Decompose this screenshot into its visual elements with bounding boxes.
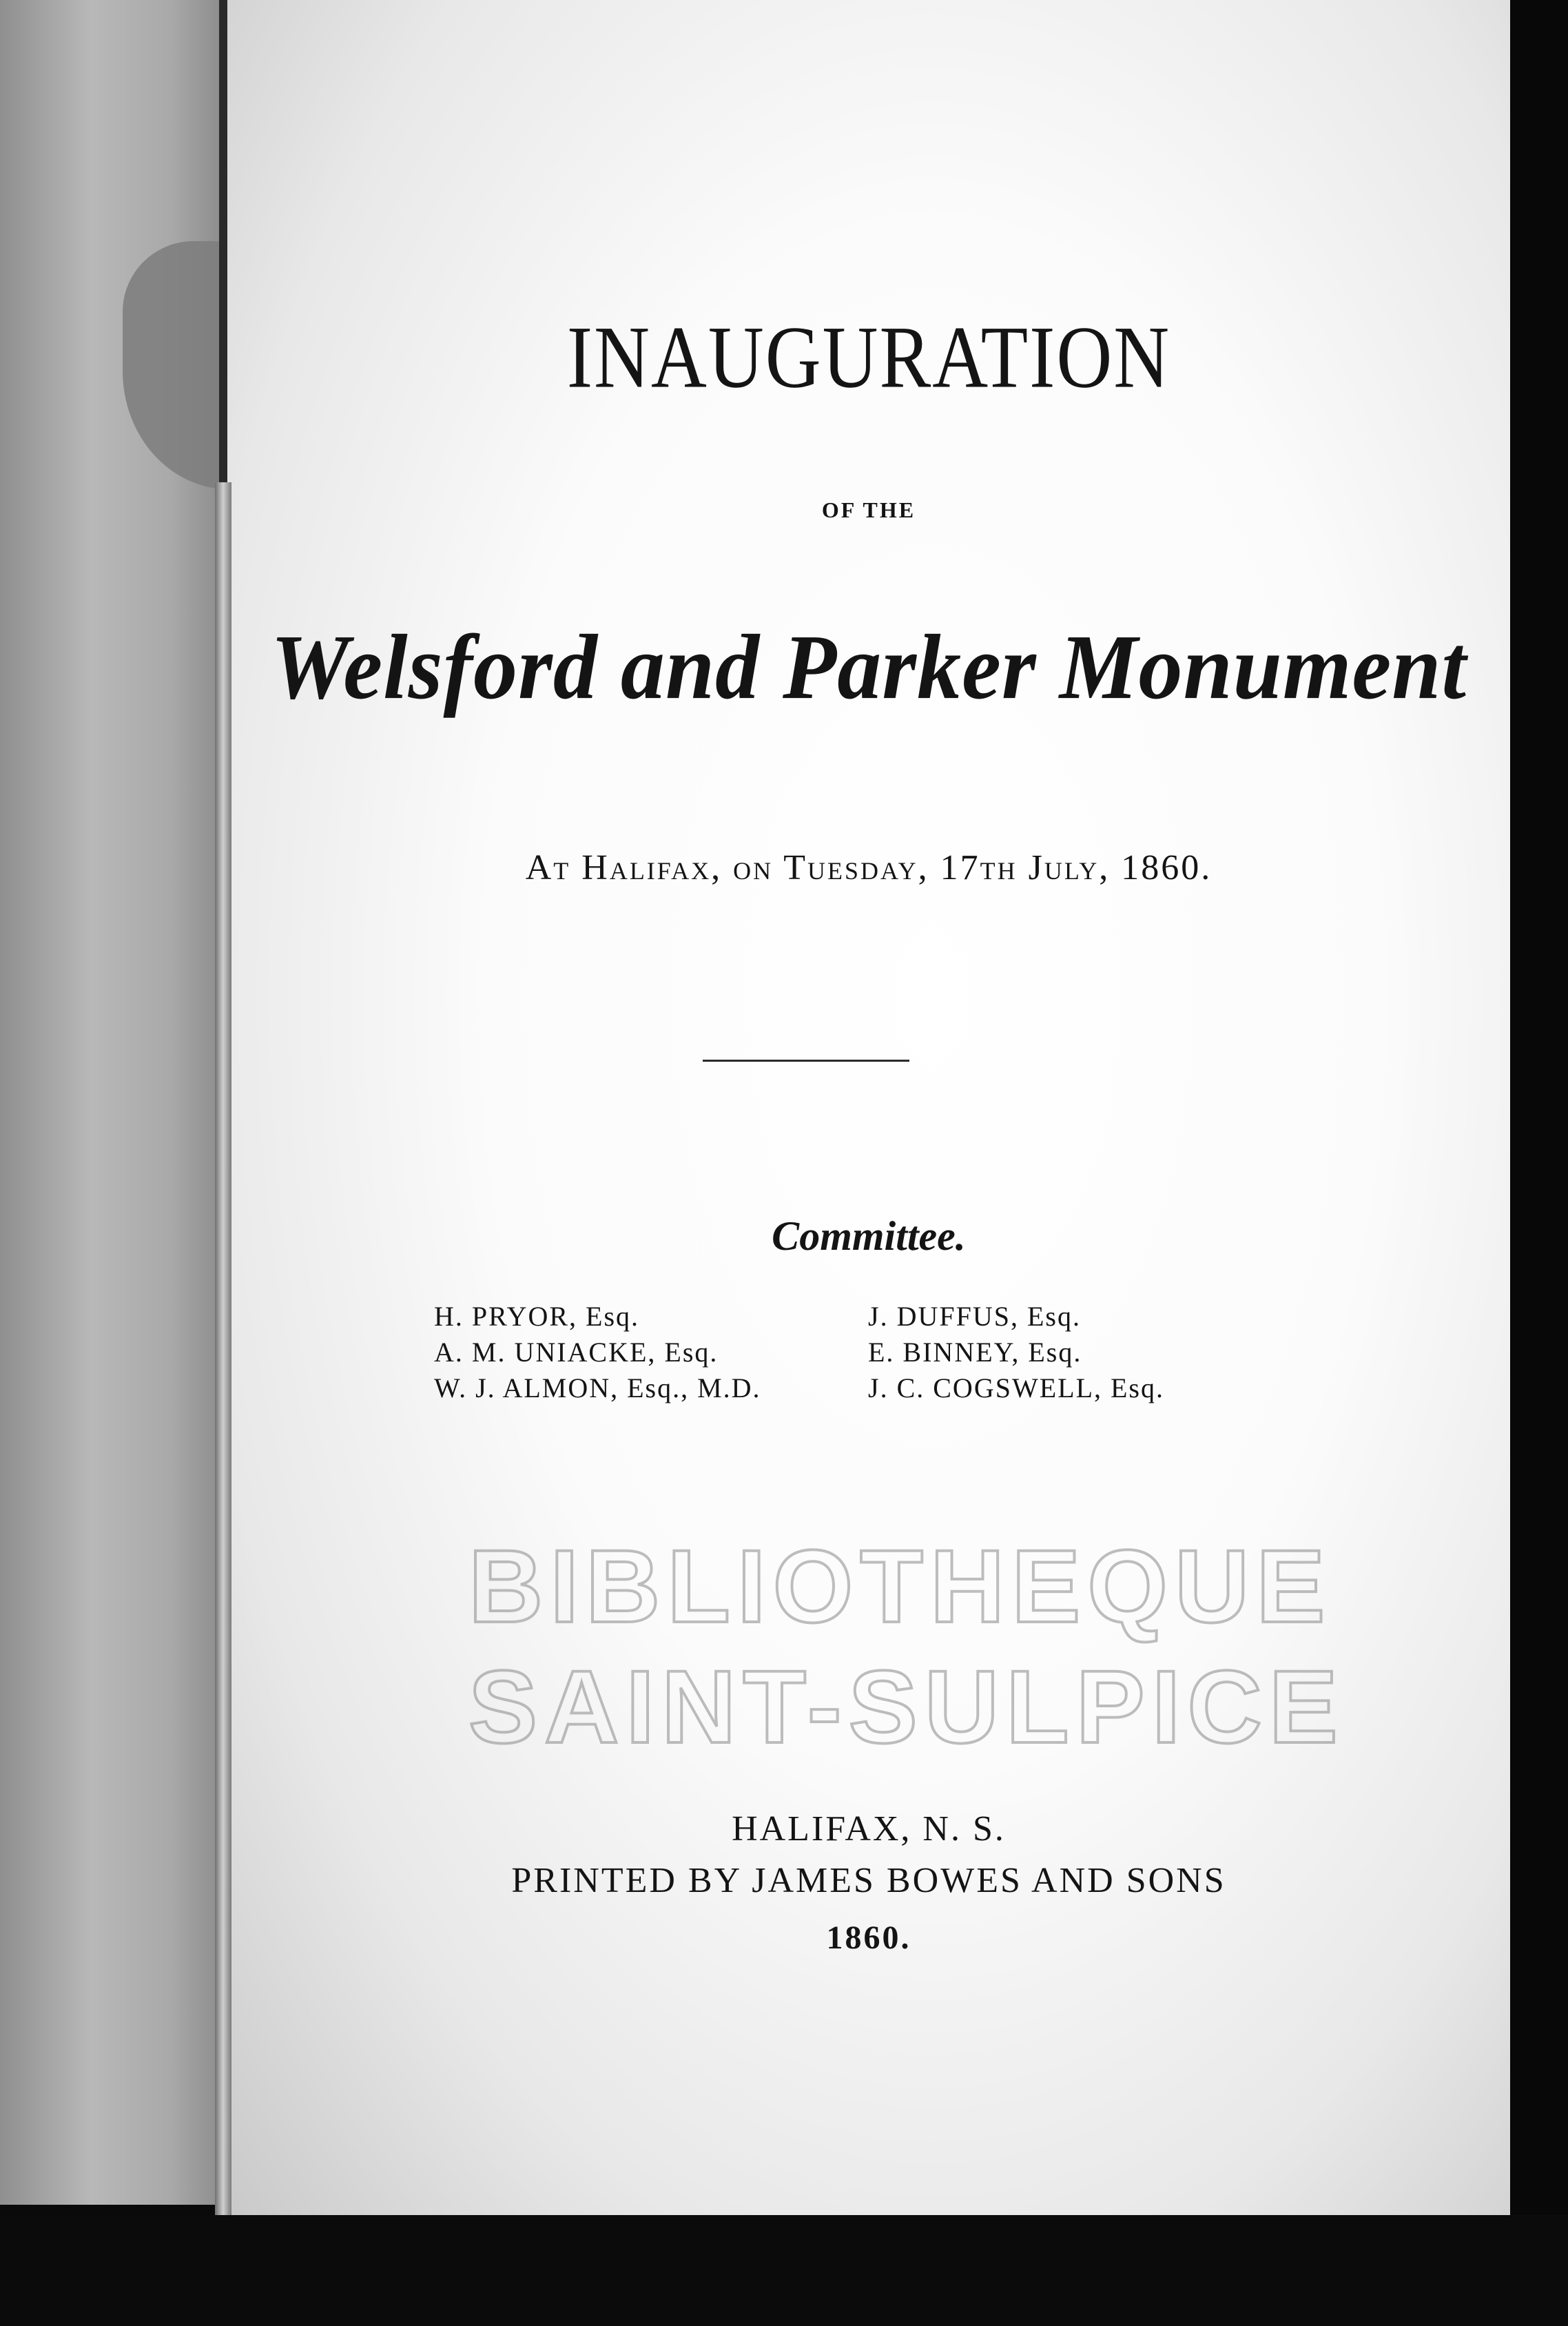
committee-right-column	[868, 1299, 1164, 1406]
imprint-year: 1860.	[826, 1920, 911, 1956]
committee-member: J. DUFFUS, Esq.	[868, 1301, 1081, 1332]
committee-left-column	[434, 1299, 761, 1406]
committee-member: E. BINNEY, Esq.	[868, 1337, 1082, 1368]
imprint-city: HALIFAX, N. S.	[732, 1809, 1006, 1849]
page-title: INAUGURATION	[566, 308, 1171, 407]
place-and-date: At Halifax, on Tuesday, 17th July, 1860.	[525, 848, 1213, 887]
monument-name: Welsford and Parker Monument	[270, 615, 1467, 719]
committee-member: J. C. COGSWELL, Esq.	[868, 1372, 1164, 1403]
committee-member: H. PRYOR, Esq.	[434, 1301, 640, 1332]
committee-member: W. J. ALMON, Esq., M.D.	[434, 1372, 761, 1403]
committee-member: A. M. UNIACKE, Esq.	[434, 1337, 719, 1368]
committee-heading: Committee.	[772, 1213, 966, 1259]
imprint-printer: PRINTED BY JAMES BOWES AND SONS	[511, 1861, 1226, 1900]
divider-rule	[703, 1060, 909, 1062]
title-connector: OF THE	[821, 497, 916, 522]
stamp-line: SAINT-SULPICE	[468, 1649, 1345, 1764]
stamp-line: BIBLIOTHEQUE	[468, 1528, 1332, 1644]
library-perforation-stamp	[468, 1526, 1345, 1788]
